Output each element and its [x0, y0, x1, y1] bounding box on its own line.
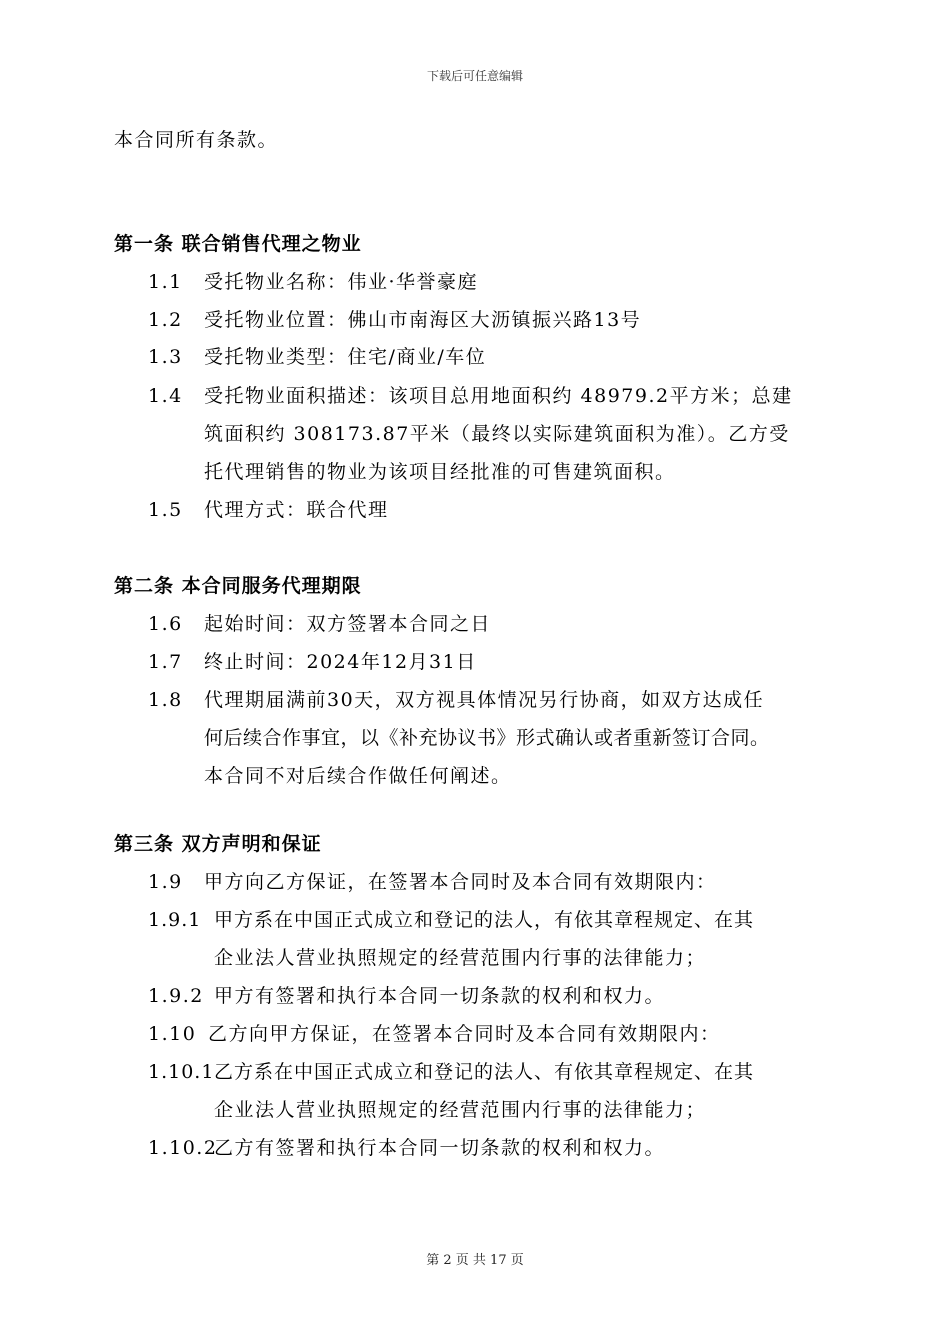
clause-1-5: [148, 498, 389, 522]
clause-1-7: [148, 650, 477, 674]
clause-1-9-2: [148, 984, 665, 1008]
clause-text: 受托物业位置：佛山市南海区大沥镇振兴路13号: [204, 309, 642, 331]
clause-number: 1.9.1: [148, 909, 202, 931]
clause-1-9-1: [148, 908, 754, 932]
clause-number: 1.9: [148, 871, 183, 893]
clause-1-4: [148, 384, 793, 408]
clause-number: 1.10.2: [148, 1137, 218, 1159]
page-header: 下载后可任意编辑: [426, 69, 523, 83]
clause-text: 受托物业面积描述：该项目总用地面积约 48979.2平方米；总建: [204, 385, 793, 407]
clause-1-4-continuation: 筑面积约 308173.87平米（最终以实际建筑面积为准）。乙方受: [204, 423, 790, 445]
section-3-heading: 第三条 双方声明和保证: [114, 833, 322, 855]
clause-1-10-1: [148, 1060, 754, 1084]
clause-1-4-continuation: 托代理销售的物业为该项目经批准的可售建筑面积。: [204, 461, 676, 483]
clause-text: 乙方系在中国正式成立和登记的法人、有依其章程规定、在其: [214, 1061, 755, 1083]
clause-text: 乙方向甲方保证，在签署本合同时及本合同有效期限内：: [208, 1023, 721, 1045]
clause-text: 甲方有签署和执行本合同一切条款的权利和权力。: [214, 985, 666, 1007]
clause-number: 1.8: [148, 689, 183, 711]
clause-1-8-continuation: 本合同不对后续合作做任何阐述。: [204, 765, 512, 787]
clause-1-10-1-continuation: 企业法人营业执照规定的经营范围内行事的法律能力；: [214, 1099, 707, 1121]
clause-text: 受托物业名称：伟业·华誉豪庭: [204, 271, 479, 293]
section-1-heading: 第一条 联合销售代理之物业: [114, 233, 362, 255]
clause-number: 1.7: [148, 651, 183, 673]
clause-number: 1.10.1: [148, 1061, 215, 1083]
clause-number: 1.6: [148, 613, 183, 635]
section-2-heading: 第二条 本合同服务代理期限: [114, 575, 362, 597]
intro-text: 本合同所有条款。: [114, 129, 279, 151]
clause-number: 1.2: [148, 309, 183, 331]
clause-1-10-2: [148, 1136, 665, 1160]
clause-1-3: [148, 345, 486, 369]
clause-1-8-continuation: 何后续合作事宜，以《补充协议书》形式确认或者重新签订合同。: [204, 727, 770, 749]
clause-1-8: [148, 688, 764, 712]
clause-number: 1.3: [148, 346, 183, 368]
clause-text: 终止时间：2024年12月31日: [204, 651, 477, 673]
clause-text: 代理方式：联合代理: [204, 499, 389, 521]
clause-number: 1.10: [148, 1023, 197, 1045]
clause-1-10: [148, 1022, 721, 1046]
page-footer: 第 2 页 共 17 页: [426, 1253, 524, 1268]
clause-1-6: [148, 612, 491, 636]
clause-number: 1.1: [148, 271, 183, 293]
clause-1-1: [148, 270, 478, 294]
clause-number: 1.4: [148, 385, 183, 407]
clause-text: 受托物业类型：住宅/商业/车位: [204, 346, 487, 368]
clause-number: 1.5: [148, 499, 183, 521]
clause-number: 1.9.2: [148, 985, 204, 1007]
clause-1-9-1-continuation: 企业法人营业执照规定的经营范围内行事的法律能力；: [214, 947, 707, 969]
clause-text: 乙方有签署和执行本合同一切条款的权利和权力。: [214, 1137, 666, 1159]
clause-1-9: [148, 870, 717, 894]
clause-1-2: [148, 308, 641, 332]
clause-text: 甲方系在中国正式成立和登记的法人，有依其章程规定、在其: [214, 909, 755, 931]
clause-text: 甲方向乙方保证，在签署本合同时及本合同有效期限内：: [204, 871, 717, 893]
clause-text: 起始时间：双方签署本合同之日: [204, 613, 492, 635]
clause-text: 代理期届满前30天，双方视具体情况另行协商，如双方达成任: [204, 689, 765, 711]
